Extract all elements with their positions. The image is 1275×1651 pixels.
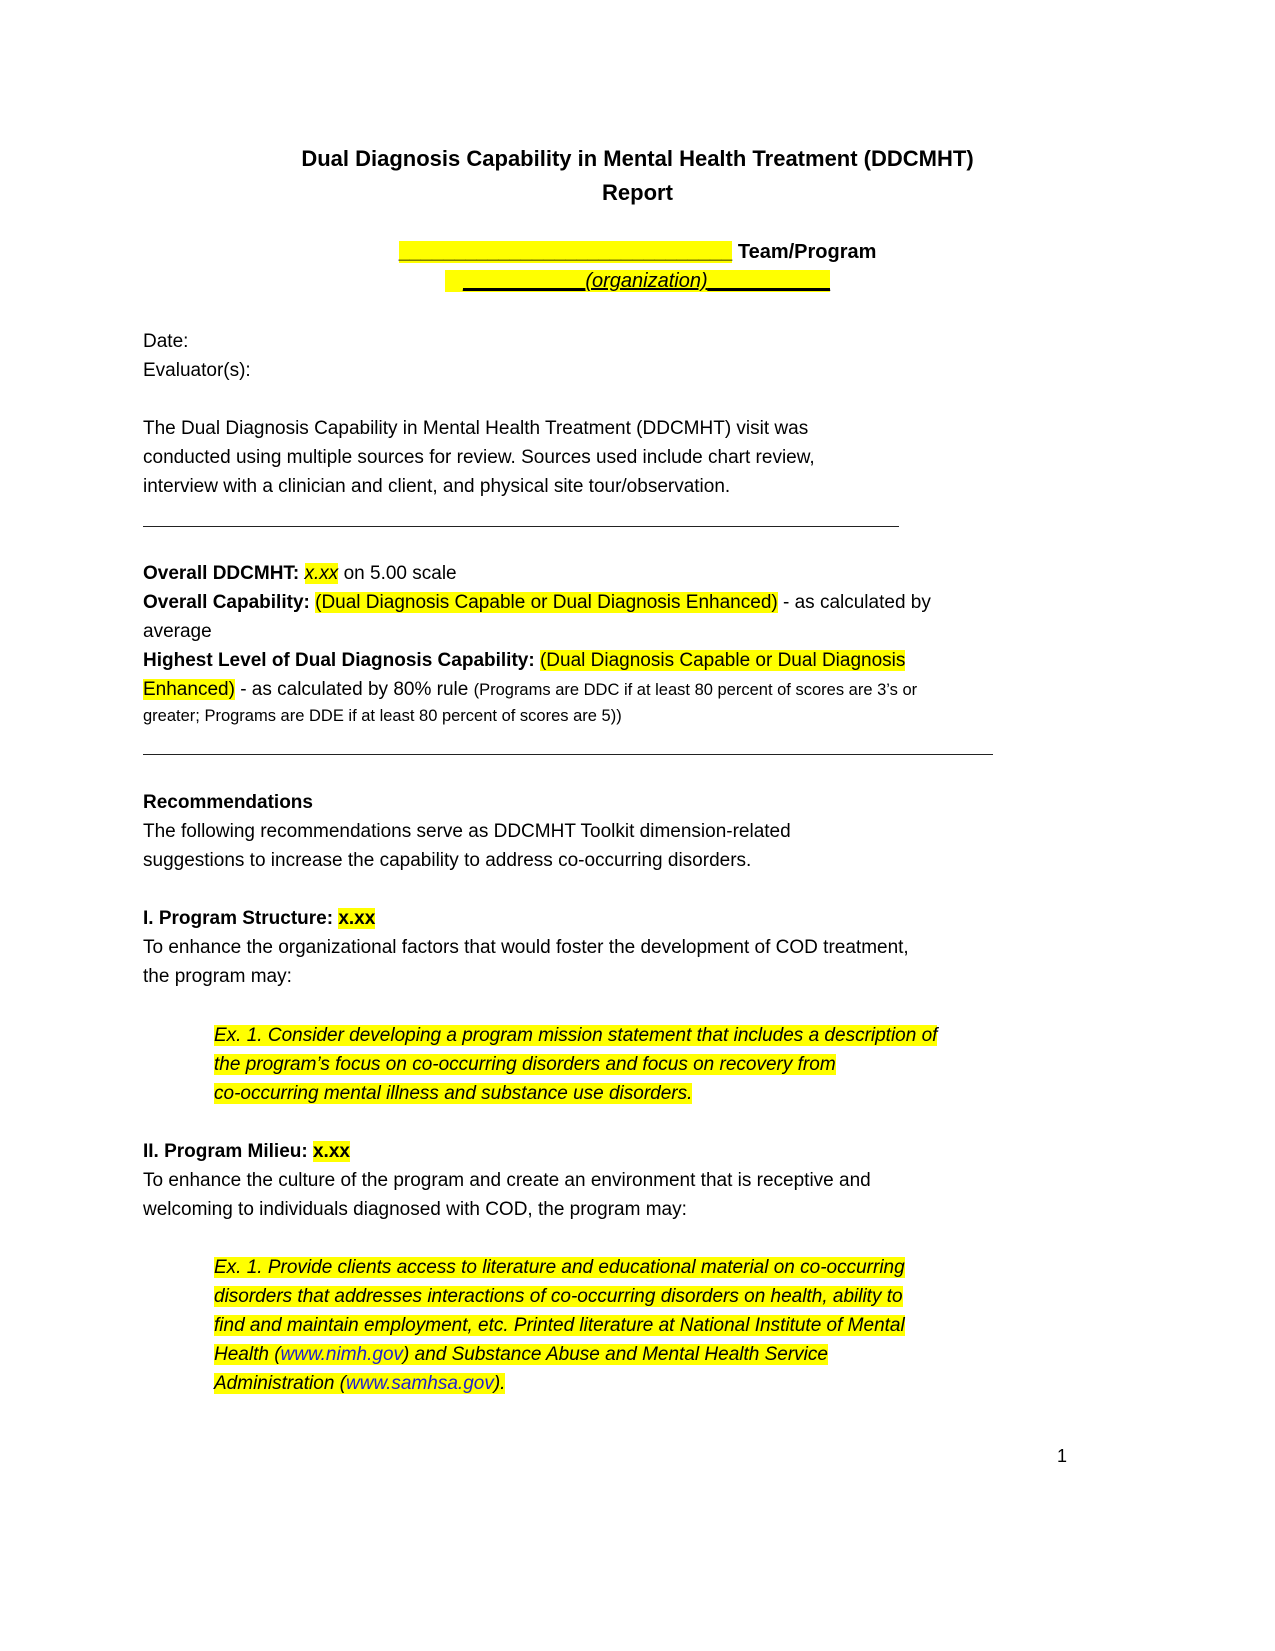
capability-label: Overall Capability: [143,592,310,613]
section-text: the program may: [143,966,292,987]
highest-value-cont: Enhanced) [143,679,235,700]
highest-value: (Dual Diagnosis Capable or Dual Diagnosis [539,650,906,671]
overall-value: x.xx [304,563,339,584]
recommendations-intro: suggestions to increase the capability to address co-occurring disorders. [143,850,752,871]
example-line: disorders that addresses interactions of co-occurring disorders on health, ability to [214,1286,903,1307]
highest-level [143,646,905,675]
section-text: To enhance the organizational factors that would foster the development of COD treatment, [143,937,909,958]
example-line: find and maintain employment, etc. Printed literature at National Institute of Mental [214,1315,905,1336]
example-line: Ex. 1. Consider developing a program mission statement that includes a description of [214,1025,938,1046]
team-blank[interactable]: ______________________________ [398,241,733,263]
recommendations-intro: The following recommendations serve as DDCMHT Toolkit dimension-related [143,821,791,842]
intro-line: conducted using multiple sources for review. Sources used include chart review, [143,447,815,468]
intro-line: The Dual Diagnosis Capability in Mental Health Treatment (DDCMHT) visit was [143,418,809,439]
section-text: welcoming to individuals diagnosed with COD, the program may: [143,1199,687,1220]
organization-line[interactable] [0,267,1275,296]
highest-note-cont: greater; Programs are DDE if at least 80 percent of scores are 5)) [143,707,622,725]
section-score: x.xx [312,1141,350,1162]
divider [143,526,899,527]
highest-level-cont [143,675,917,705]
example-line: Health ( [214,1344,281,1365]
samhsa-link[interactable]: www.samhsa.gov [346,1373,494,1394]
title-line-2: Report [602,180,673,205]
title-line-1: Dual Diagnosis Capability in Mental Health Treatment (DDCMHT) [301,146,974,171]
nimh-link[interactable]: www.nimh.gov [280,1344,404,1365]
highest-note: (Programs are DDC if at least 80 percent of scores are 3’s or [473,681,918,699]
team-program-line [0,238,1275,267]
date-label: Date: [143,331,189,352]
org-label: (organization) [585,270,708,292]
overall-score [143,559,457,588]
section-text: To enhance the culture of the program and create an environment that is receptive and [143,1170,871,1191]
section-label: I. Program Structure: [143,908,334,929]
intro-line: interview with a clinician and client, and physical site tour/observation. [143,476,731,497]
overall-label: Overall DDCMHT: [143,563,300,584]
overall-suffix: on 5.00 scale [343,563,457,584]
page-number: 1 [1057,1446,1068,1466]
section-heading-program-milieu [143,1137,350,1166]
capability-value: (Dual Diagnosis Capable or Dual Diagnosis Enhanced) [315,592,778,613]
section-score: x.xx [338,908,376,929]
capability-suffix-2: average [143,621,212,642]
example-line: Administration ( [214,1373,346,1394]
recommendations-heading: Recommendations [143,792,313,813]
highest-label: Highest Level of Dual Diagnosis Capability: [143,650,535,671]
highest-suffix: - as calculated by 80% rule [240,679,469,700]
evaluators-label: Evaluator(s): [143,360,251,381]
org-prefix: ___________ [462,270,586,292]
org-suffix: ___________ [707,270,830,292]
divider [143,754,993,755]
team-label: Team/Program [737,241,877,263]
example-line: the program’s focus on co-occurring disorders and focus on recovery from [214,1054,836,1075]
example-line: ). [493,1373,506,1394]
section-label: II. Program Milieu: [143,1141,308,1162]
overall-capability [143,588,931,617]
section-heading-program-structure [143,904,375,933]
capability-suffix: - as calculated by [783,592,931,613]
example-line: ) and Substance Abuse and Mental Health Service [403,1344,828,1365]
example-line: Ex. 1. Provide clients access to literature and educational material on co-occurring [214,1257,905,1278]
example-line: co-occurring mental illness and substance use disorders. [214,1083,693,1104]
